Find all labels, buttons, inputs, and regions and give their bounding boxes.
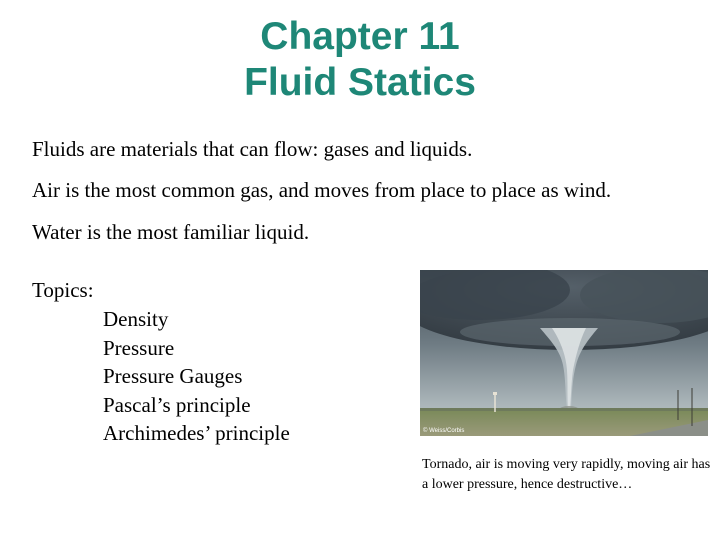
tornado-photo	[420, 270, 708, 436]
image-caption: Tornado, air is moving very rapidly, moving air has a lower pressure, hence destructive…	[422, 457, 711, 492]
paragraph-water: Water is the most familiar liquid.	[32, 220, 310, 244]
topics-list	[103, 305, 290, 448]
paragraph-fluids-definition: Fluids are materials that can flow: gases and liquids.	[32, 137, 473, 161]
topics-heading: Topics:	[32, 278, 94, 302]
paragraph-air: Air is the most common gas, and moves from place to place as wind.	[32, 178, 612, 202]
tornado-illustration	[420, 270, 708, 436]
image-credit: © Weiss/Corbis	[423, 428, 465, 434]
slide-title	[0, 14, 720, 106]
topic-item: Archimedes’ principle	[103, 421, 290, 445]
topic-item: Pascal’s principle	[103, 392, 251, 417]
title-line-1: Chapter 11	[260, 15, 460, 58]
topic-item: Pressure Gauges	[103, 364, 243, 388]
title-line-2: Fluid Statics	[244, 61, 476, 104]
topic-item: Density	[103, 307, 169, 331]
topic-item: Pressure	[103, 335, 175, 360]
